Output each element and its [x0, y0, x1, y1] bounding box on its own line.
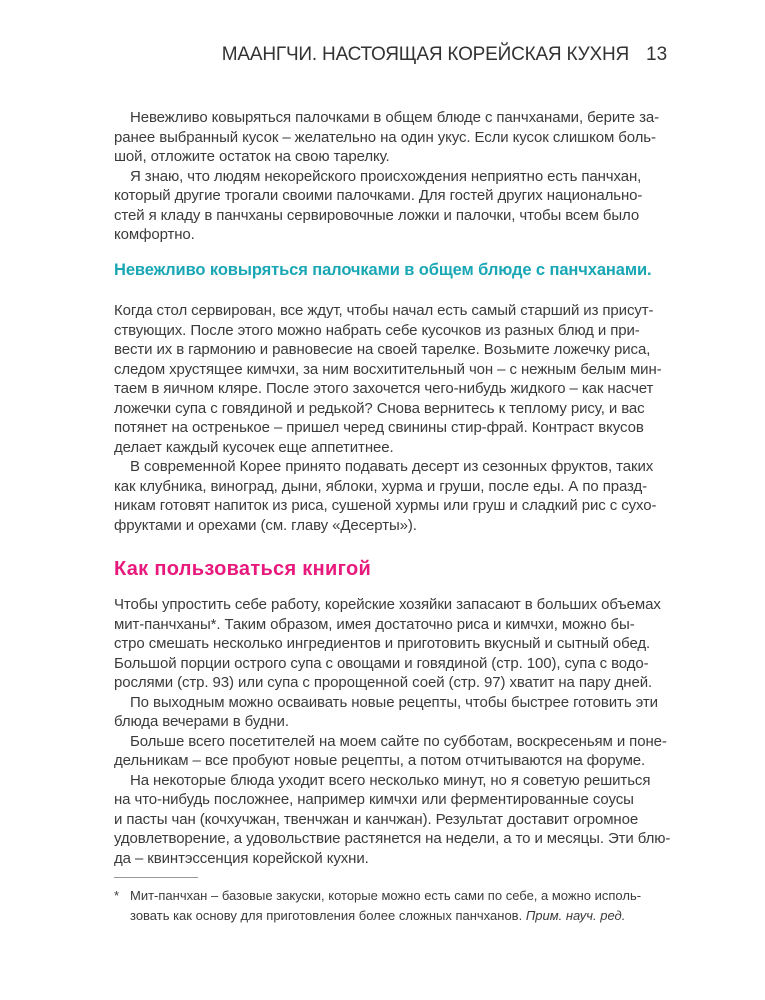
text-line: Больше всего посетителей на моем сайте по субботам, воскресеньям и поне- — [130, 732, 667, 750]
serving-text — [114, 301, 674, 535]
page-number: 13 — [646, 44, 668, 65]
footnote-line — [114, 906, 674, 926]
text-line: который другие трогали своими палочками. Для гостей других национально- — [114, 187, 643, 204]
text-line: потянет на остренькое – пришел черед свинины стир-фрай. Контраст вкусов — [114, 419, 644, 436]
paragraph — [114, 301, 674, 457]
footnote-line — [114, 886, 674, 906]
text-line: шой, отложите остаток на свою тарелку. — [114, 148, 390, 165]
text-line: стро смешать несколько ингредиентов и приготовить вкусный и сытный обед. — [114, 635, 651, 652]
text-line: Чтобы упростить себе работу, корейские хозяйки запасают в больших объемах — [114, 596, 661, 613]
text-line: ложечки супа с говядиной и редькой? Снова вернитесь к теплому рису, и вас — [114, 399, 645, 417]
paragraph — [114, 108, 674, 167]
text-line: Когда стол сервирован, все ждут, чтобы начал есть самый старший из присут- — [114, 302, 654, 319]
footnote — [114, 886, 674, 926]
paragraph — [114, 771, 674, 869]
text-line: комфортно. — [114, 226, 195, 243]
text-line: да – квинтэссенция корейской кухни. — [114, 849, 369, 867]
text-line: На некоторые блюда уходит всего несколько минут, но я советую решиться — [130, 771, 651, 789]
text-line: вести их в гармонию и равновесие на своей тарелке. Возьмите ложечку риса, — [114, 341, 651, 358]
text-line: как клубника, виноград, дыни, яблоки, хурма и груши, после еды. А по празд- — [114, 477, 648, 495]
paragraph — [114, 693, 674, 732]
text-line: рослями (стр. 93) или супа с пророщенной соей (стр. 97) хватит на пару дней. — [114, 674, 653, 691]
text-line: В современной Корее принято подавать десерт из сезонных фруктов, таких — [130, 458, 654, 475]
text-line: блюда вечерами в будни. — [114, 713, 289, 730]
text-line: ствующих. После этого можно набрать себе кусочков из разных блюд и при- — [114, 321, 640, 339]
text-line: фруктами и орехами (см. главу «Десерты»). — [114, 516, 417, 534]
text-line: и пасты чан (кочхучжан, твенчжан и канчжан). Результат доставит огромное — [114, 810, 639, 828]
text-line: дельникам – все пробуют новые рецепты, а потом отчитываются на форуме. — [114, 752, 646, 769]
text-line: таем в яичном кляре. После этого захочется чего-нибудь жидкого – как насчет — [114, 380, 654, 397]
footnote-marker: * — [114, 888, 120, 903]
intro-text — [114, 108, 674, 245]
paragraph — [114, 595, 674, 693]
footnote-text: зовать как основу для приготовления более сложных панчханов. — [130, 908, 523, 923]
text-line: мит-панчханы*. Таким образом, имея достаточно риса и кимчхи, можно бы- — [114, 615, 635, 633]
footnote-divider — [114, 877, 198, 878]
section-heading: Как пользоваться книгой — [114, 558, 372, 580]
text-line: Большой порции острого супа с овощами и говядиной (стр. 100), супа с водо- — [114, 654, 649, 672]
subheading: Невежливо ковыряться палочками в общем блюде с панчханами. — [114, 261, 652, 279]
text-line: следом хрустящее кимчхи, за ним восхитительный чон – с нежным белым мин- — [114, 360, 662, 378]
how-to-use-text — [114, 595, 674, 868]
text-line: Невежливо ковыряться палочками в общем блюде с панчханами, берите за- — [130, 109, 660, 126]
running-header — [0, 44, 765, 74]
text-line: никам готовят напиток из риса, сушеной хурмы или груш и сладкий рис с сухо- — [114, 497, 657, 514]
text-line: По выходным можно осваивать новые рецепты, чтобы быстрее готовить эти — [130, 693, 658, 711]
text-line: делает каждый кусочек еще аппетитнее. — [114, 438, 394, 456]
footnote-text: Мит-панчхан – базовые закуски, которые можно есть сами по себе, а можно исполь- — [130, 888, 642, 903]
running-header-title: МААНГЧИ. НАСТОЯЩАЯ КОРЕЙСКАЯ КУХНЯ — [221, 44, 629, 65]
text-line: на что-нибудь посложнее, например кимчхи или ферментированные соусы — [114, 791, 634, 808]
text-line: Я знаю, что людям некорейского происхождения неприятно есть панчхан, — [130, 167, 642, 185]
paragraph — [114, 167, 674, 245]
text-line: ранее выбранный кусок – желательно на один укус. Если кусок слишком боль- — [114, 128, 656, 146]
text-line: стей я кладу в панчханы сервировочные ложки и палочки, чтобы всем было — [114, 206, 640, 224]
paragraph — [114, 732, 674, 771]
text-line: удовлетворение, а удовольствие растянется на недели, а то и месяцы. Эти блю- — [114, 830, 671, 847]
editor-note: Прим. науч. ред. — [525, 908, 626, 923]
paragraph — [114, 457, 674, 535]
